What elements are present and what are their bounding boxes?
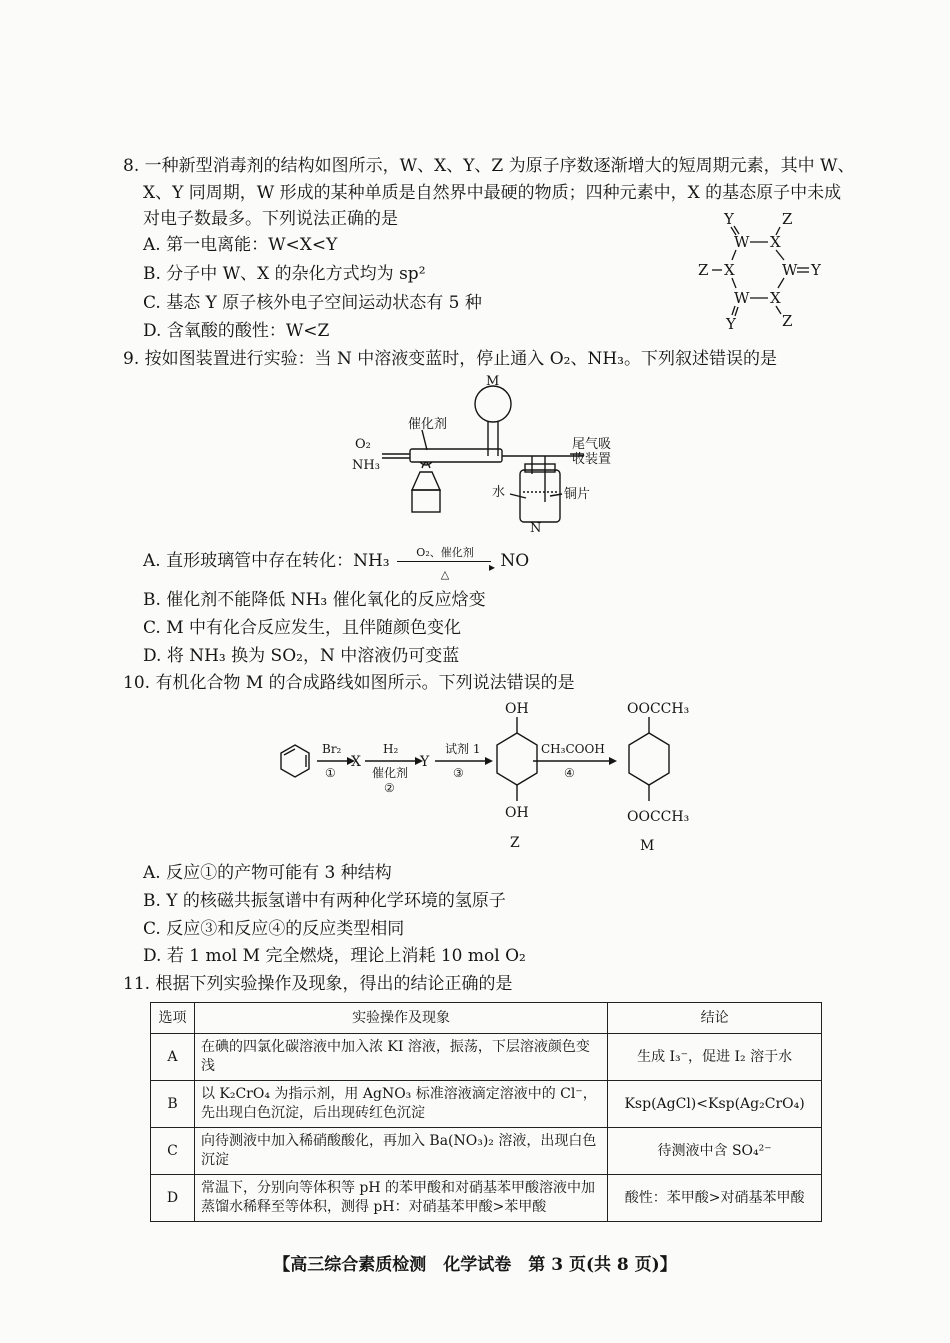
q11-header-option: 选项 (151, 1003, 195, 1034)
route-y: Y (420, 754, 430, 770)
q8-option-d: D. 含氧酸的酸性：W<Z (143, 321, 330, 341)
struct-x2: X (724, 261, 735, 279)
route-m-ester-top: OOCCH₃ (627, 701, 690, 717)
q11-header-conclusion: 结论 (608, 1003, 822, 1034)
route-acetic-acid: CH₃COOH (541, 742, 605, 756)
struct-w3: W (734, 289, 750, 307)
q9-a-arrow-head: ▸ (488, 560, 496, 574)
q9-option-d: D. 将 NH₃ 换为 SO₂，N 中溶液仍可变蓝 (143, 646, 460, 666)
q11-table-header-row (151, 1003, 822, 1034)
apparatus-label-o2: O₂ (355, 437, 371, 452)
q10-option-c: C. 反应③和反应④的反应类型相同 (143, 919, 405, 939)
q9-a-reaction-arrow (395, 546, 496, 581)
q11-row-b-operation: 以 K₂CrO₄ 为指示剂，用 AgNO₃ 标准溶液滴定溶液中的 Cl⁻，先出现白色沉淀，后出现砖红色沉淀 (194, 1081, 607, 1128)
apparatus-label-m: M (486, 374, 500, 389)
struct-z-bottom: Z (782, 312, 793, 330)
struct-y-bottom: Y (726, 315, 736, 333)
apparatus-label-tail-2: 收装置 (572, 452, 612, 467)
route-z-oh-bottom: OH (505, 805, 529, 821)
page-footer: 【高三综合素质检测 化学试卷 第 3 页(共 8 页)】 (273, 1255, 677, 1275)
q9-option-a (143, 546, 530, 581)
struct-z-top: Z (782, 210, 793, 228)
q11-stem: 11. 根据下列实验操作及现象，得出的结论正确的是 (123, 974, 513, 994)
apparatus-label-catalyst: 催化剂 (408, 417, 448, 432)
route-step-1: ① (325, 766, 336, 780)
apparatus-label-nh3: NH₃ (352, 458, 380, 473)
table-row (151, 1081, 822, 1128)
struct-x1: X (770, 233, 781, 251)
q11-row-a-conclusion: 生成 I₃⁻，促进 I₂ 溶于水 (608, 1034, 822, 1081)
q11-row-a-label: A (151, 1034, 195, 1081)
apparatus-label-n: N (530, 521, 542, 534)
q9-option-b: B. 催化剂不能降低 NH₃ 催化氧化的反应焓变 (143, 590, 486, 610)
struct-z-left: Z (698, 261, 709, 279)
route-step-3: ③ (453, 766, 464, 780)
q10-option-b: B. Y 的核磁共振氢谱中有两种化学环境的氢原子 (143, 891, 506, 911)
q8-molecule-structure (690, 205, 835, 335)
route-z-oh-top: OH (505, 701, 529, 717)
q11-row-c-operation: 向待测液中加入稀硝酸酸化，再加入 Ba(NO₃)₂ 溶液，出现白色沉淀 (194, 1128, 607, 1175)
q11-row-d-label: D (151, 1175, 195, 1222)
apparatus-label-copper: 铜片 (564, 487, 591, 502)
q8-option-a: A. 第一电离能：W<X<Y (143, 235, 338, 255)
q11-header-operation: 实验操作及现象 (194, 1003, 607, 1034)
route-catalyst: 催化剂 (372, 766, 409, 780)
q10-option-a: A. 反应①的产物可能有 3 种结构 (143, 863, 392, 883)
q9-a-suffix: NO (500, 551, 530, 571)
struct-w2: W (782, 261, 798, 279)
route-m-ester-bottom: OOCCH₃ (627, 809, 690, 825)
q11-row-a-operation: 在碘的四氯化碳溶液中加入浓 KI 溶液，振荡，下层溶液颜色变浅 (194, 1034, 607, 1081)
q9-stem: 9. 按如图装置进行实验：当 N 中溶液变蓝时，停止通入 O₂、NH₃。下列叙述错误的是 (123, 349, 777, 369)
q8-stem-line1: 8. 一种新型消毒剂的结构如图所示，W、X、Y、Z 为原子序数逐渐增大的短周期元素，其中 W、 (123, 156, 855, 176)
q10-stem: 10. 有机化合物 M 的合成路线如图所示。下列说法错误的是 (123, 673, 575, 693)
q9-a-arrow-top: O₂、催化剂 (416, 546, 474, 559)
q11-row-c-conclusion: 待测液中含 SO₄²⁻ (608, 1128, 822, 1175)
q9-a-prefix: A. 直形玻璃管中存在转化：NH₃ (143, 551, 390, 571)
q10-option-d: D. 若 1 mol M 完全燃烧，理论上消耗 10 mol O₂ (143, 946, 526, 966)
route-reagent-1: 试剂 1 (445, 742, 481, 756)
apparatus-label-tail-1: 尾气吸 (572, 437, 612, 452)
struct-x3: X (770, 289, 781, 307)
q11-row-b-conclusion: Ksp(AgCl)<Ksp(Ag₂CrO₄) (608, 1081, 822, 1128)
route-m-label: M (640, 838, 655, 854)
table-row (151, 1128, 822, 1175)
q9-option-c: C. M 中有化合反应发生，且伴随颜色变化 (143, 618, 462, 638)
table-row (151, 1034, 822, 1081)
route-x: X (351, 754, 361, 770)
q11-row-d-operation: 常温下，分别向等体积等 pH 的苯甲酸和对硝基苯甲酸溶液中加蒸馏水稀释至等体积，测得 pH：对硝基苯甲酸>苯甲酸 (194, 1175, 607, 1222)
q8-option-c: C. 基态 Y 原子核外电子空间运动状态有 5 种 (143, 293, 482, 313)
q11-row-c-label: C (151, 1128, 195, 1175)
q8-stem-line2: X、Y 同周期，W 形成的某种单质是自然界中最硬的物质；四种元素中，X 的基态原子中未成 (143, 183, 842, 203)
q9-a-arrow-bottom: △ (440, 568, 450, 581)
q11-table (150, 1002, 822, 1222)
route-br2: Br₂ (322, 742, 342, 756)
route-step-2: ② (384, 781, 395, 795)
route-z-label: Z (510, 835, 520, 851)
q8-option-b: B. 分子中 W、X 的杂化方式均为 sp² (143, 264, 426, 284)
q8-stem-line3: 对电子数最多。下列说法正确的是 (143, 209, 398, 229)
route-h2: H₂ (383, 742, 399, 756)
table-row (151, 1175, 822, 1222)
apparatus-label-water: 水 (492, 485, 506, 500)
struct-w1: W (734, 233, 750, 251)
q10-synthesis-route (265, 695, 715, 855)
route-step-4: ④ (564, 766, 575, 780)
q11-row-b-label: B (151, 1081, 195, 1128)
q9-apparatus-diagram (340, 372, 640, 534)
struct-y-top: Y (724, 210, 734, 228)
q11-row-d-conclusion: 酸性：苯甲酸>对硝基苯甲酸 (608, 1175, 822, 1222)
struct-y-right: Y (811, 261, 821, 279)
